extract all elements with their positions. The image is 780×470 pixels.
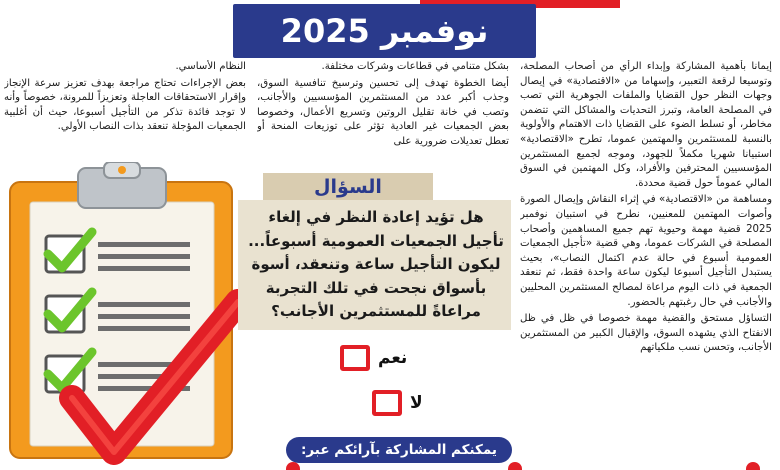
article-column-right xyxy=(520,60,772,468)
article-column-left xyxy=(4,60,246,156)
poll-question: هل تؤيد إعادة النظر في إلغاء تأجيل الجمعيات العمومية أسبوعاً... ليكون التأجيل ساعة وتنعقد، أسوة بأسواق نجحت في تلك التجربة مراعاةً للمستثمرين الأجانب؟ xyxy=(248,208,504,320)
participation-banner xyxy=(286,437,512,463)
poll-checkbox-no[interactable] xyxy=(372,390,402,416)
poll-option-no[interactable] xyxy=(372,390,423,416)
article-paragraph: بعض الإجراءات تحتاج مراجعة بهدف تعزيز سرعة الإنجاز وإقرار الاستحقاقات العاجلة وتعزيزاً للمرونة، خصوصاً وأنه لا توجد فائدة تذكر من التأجيل أسبوعا، حيث أن أغلبية الجمعيات المؤجلة تنعقد بذات النصاب الأولي. xyxy=(4,77,246,133)
clipboard-checklist-icon xyxy=(2,162,260,468)
bottom-mark xyxy=(746,462,760,470)
poll-heading: السؤال xyxy=(314,176,382,198)
bottom-mark xyxy=(286,462,300,470)
participation-text: يمكنكم المشاركة بآرائكم عبر: xyxy=(301,442,497,458)
poll-heading-box xyxy=(263,173,433,201)
article-paragraph: النظام الأساسي. xyxy=(175,61,246,72)
bottom-mark xyxy=(508,462,522,470)
poll-option-label: لا xyxy=(410,393,423,413)
article-paragraph: أيضا الخطوة تهدف إلى تحسين وترسيخ تنافسية السوق، وجذب أكبر عدد من المستثمرين المؤسسيين والأجانب، وتصب في خانة تقليل الروتين وتسريع الأعمال، وخصوصا بعض الجمعيات غير العادية تؤثر على توزيعات المنحة أو تعطل تعديلات ضرورية على xyxy=(257,77,509,147)
article-paragraph: ومساهمة من «الاقتصادية» في إثراء النقاش وإيصال الصورة وأصوات المهتمين للمعنيين، نطرح في استبيان نوفمبر 2025 قضية مهمة وحيوية تهم جميع المساهمين وأصحاب المصلحة في الشركات عموما، وهي قضية «تأجيل الجمعيات العمومية أسبوع في حالة عدم اكتمال النصاب»، بحيث يستبدل التأجيل أسبوعا ليكون ساعة واحدة فقط، ثم تنعقد الجمعية في ذات اليوم مراعاة لمصالح المستثمرين المحليين والأجانب في حال رغبتهم بالحضور. xyxy=(520,194,772,308)
poll-option-label: نعم xyxy=(378,348,408,368)
bottom-decoration xyxy=(280,462,780,470)
article-column-middle xyxy=(257,60,509,156)
title-banner xyxy=(233,4,536,58)
article-paragraph: إيمانا بأهمية المشاركة وإبداء الرأي من أصحاب المصلحة، وتوسيعا لرقعة التعبير، وإسهاما من «الاقتصادية» في إيصال وجهات النظر حول القضايا والملفات الجوهرية التي تصب في المصلحة العامة، وتبرز التحديات والمشاكل التي تتضمن مخاطر، أو تسلط الضوء على القضايا ذات الاهتمام والأولوية بالنسبة للمستثمرين والمهتمين عموما، تطرح «الاقتصادية» استبيانا شهريا مكملاً للجهود، وموجه لجميع المستثمرين المؤسسيين المحترفين والأفراد، وكل المهتمين في السوق المالي عموماً حول قضية محددة. xyxy=(520,61,772,189)
poll-option-yes[interactable] xyxy=(340,345,407,371)
article-paragraph: التساؤل مستحق والقضية مهمة خصوصا في ظل في ظل الانفتاح الذي يشهده السوق، والإقبال الكبير من المستثمرين الأجانب، وتحسن نسب ملكياتهم xyxy=(520,313,772,354)
poll-checkbox-yes[interactable] xyxy=(340,345,370,371)
page-title: نوفمبر 2025 xyxy=(280,12,489,50)
clipboard-illustration xyxy=(2,162,260,468)
article-paragraph: بشكل متنامي في قطاعات وشركات مختلفة. xyxy=(321,61,509,72)
